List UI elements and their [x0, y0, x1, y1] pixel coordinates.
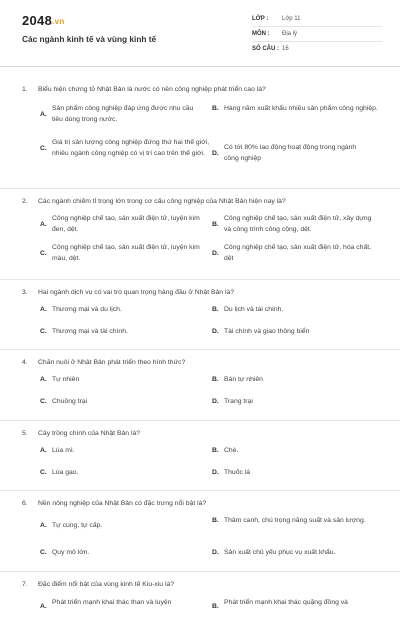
meta-value: Lớp 11	[282, 16, 301, 22]
question-number: 2.	[22, 198, 28, 205]
option-letter: D.	[212, 328, 219, 335]
question-item	[0, 491, 400, 572]
option-c[interactable]	[40, 326, 202, 337]
option-c[interactable]	[40, 137, 212, 159]
question-item	[0, 350, 400, 421]
option-letter: A.	[40, 603, 47, 610]
option-a[interactable]	[40, 445, 202, 456]
option-letter: C.	[40, 328, 47, 335]
option-text: Lúa mì.	[52, 447, 75, 454]
question-item	[0, 421, 400, 491]
option-b[interactable]	[212, 515, 380, 526]
question-number: 4.	[22, 359, 28, 366]
option-b[interactable]	[212, 103, 380, 114]
option-text: Chuồng trại	[52, 398, 88, 405]
option-text: Công nghiệp chế tạo, sản xuất điện tử, xây dựng và công trình công cộng, dệt.	[224, 215, 372, 233]
question-list	[0, 76, 400, 622]
question-item	[0, 280, 400, 350]
meta-row-class	[252, 12, 382, 27]
question-stem: Hai ngành dịch vụ có vai trò quan trọng hàng đầu ở Nhật Bản là?	[38, 289, 235, 296]
option-d[interactable]	[212, 547, 380, 558]
meta-label: SỐ CÂU :	[252, 46, 279, 52]
option-text: Sản phẩm công nghiệp đáp ứng được nhu cầu tiêu dùng trong nước.	[52, 105, 194, 123]
question-text	[22, 198, 286, 205]
question-stem: Đặc điểm nổi bật của vùng kinh tế Kiu-xiu là?	[38, 581, 175, 588]
question-stem: Cây trồng chính của Nhật Bản là?	[38, 430, 141, 437]
option-letter: B.	[212, 220, 219, 228]
option-c[interactable]	[40, 547, 202, 558]
option-letter: D.	[212, 469, 219, 476]
option-text: Thâm canh, chú trọng năng suất và sản lượng.	[224, 517, 366, 524]
option-letter: B.	[212, 105, 219, 112]
option-text: Bán tự nhiên	[224, 376, 263, 383]
option-d[interactable]	[212, 396, 380, 407]
question-text	[22, 359, 185, 366]
option-text: Trang trại	[224, 398, 253, 405]
option-letter: A.	[40, 110, 47, 118]
option-letter: C.	[40, 249, 47, 257]
option-text: Tự cung, tự cấp.	[52, 522, 103, 529]
option-d[interactable]	[212, 142, 372, 164]
question-number: 5.	[22, 430, 28, 437]
meta-label: MÔN :	[252, 31, 270, 37]
option-letter: A.	[40, 447, 47, 454]
question-stem: Các ngành chiếm tỉ trọng lớn trong cơ cấu công nghiệp của Nhật Bản hiện nay là?	[38, 198, 286, 205]
option-c[interactable]	[40, 396, 202, 407]
question-item	[0, 572, 400, 622]
option-text: Chè.	[224, 447, 239, 454]
option-text: Tài chính và giao thông biển	[224, 328, 310, 335]
option-letter: B.	[212, 447, 219, 454]
option-letter: C.	[40, 144, 47, 152]
option-a[interactable]	[40, 597, 202, 610]
option-text: Thương mại và du lịch.	[52, 306, 122, 313]
page-title: Các ngành kinh tế và vùng kinh tế	[22, 34, 157, 44]
question-text	[22, 430, 140, 437]
meta-row-subject	[252, 27, 382, 42]
option-letter: B.	[212, 376, 219, 383]
logo-number: 2048	[22, 13, 53, 28]
option-a[interactable]	[40, 103, 202, 125]
option-letter: C.	[40, 549, 47, 556]
site-logo[interactable]	[22, 13, 65, 28]
question-number: 6.	[22, 500, 28, 507]
option-d[interactable]	[212, 326, 380, 337]
option-letter: C.	[40, 469, 47, 476]
question-item	[0, 76, 400, 189]
question-text	[22, 500, 206, 507]
question-number: 7.	[22, 581, 28, 588]
option-letter: D.	[212, 249, 219, 257]
option-b[interactable]	[212, 374, 380, 385]
question-text	[22, 581, 174, 588]
question-text	[22, 289, 234, 296]
option-text: Sản xuất chủ yếu phục vụ xuất khẩu.	[224, 549, 336, 556]
question-stem: Nền nông nghiệp của Nhật Bản có đặc trưng nổi bật là?	[38, 500, 207, 507]
option-letter: D.	[212, 398, 219, 405]
option-letter: D.	[212, 549, 219, 556]
option-c[interactable]	[40, 242, 202, 264]
option-text: Hàng năm xuất khẩu nhiều sản phẩm công nghiệp.	[224, 105, 378, 112]
question-text	[22, 86, 266, 93]
meta-table	[252, 12, 382, 56]
option-text: Công nghiệp chế tạo, sản xuất điện tử, luyện kim đen, dệt.	[52, 215, 200, 233]
option-text: Phát triển mạnh khai thác quặng đồng và	[224, 599, 348, 606]
option-text: Lúa gạo.	[52, 469, 79, 476]
option-text: Thương mại và tài chính.	[52, 328, 128, 335]
question-number: 3.	[22, 289, 28, 296]
meta-row-count	[252, 42, 382, 56]
option-d[interactable]	[212, 467, 380, 478]
meta-value: 16	[282, 46, 289, 52]
option-text: Có tới 80% lao động hoạt động trong ngành công nghiệp	[224, 144, 357, 162]
option-text: Thuốc lá	[224, 469, 251, 476]
option-letter: A.	[40, 220, 47, 228]
option-letter: B.	[212, 306, 219, 313]
option-d[interactable]	[212, 242, 380, 264]
option-text: Tự nhiên	[52, 376, 80, 383]
question-stem: Biểu hiện chứng tỏ Nhật Bản là nước có nền công nghiệp phát triển cao là?	[38, 86, 266, 93]
option-letter: A.	[40, 376, 47, 383]
option-letter: A.	[40, 306, 47, 313]
option-text: Công nghiệp chế tạo, sản xuất điện tử, luyện kim màu, dệt.	[52, 244, 200, 262]
logo-suffix: .vn	[52, 17, 65, 26]
option-b[interactable]	[212, 213, 380, 235]
option-c[interactable]	[40, 467, 202, 478]
option-text: Phát triển mạnh khai thác than và luyện	[52, 599, 172, 606]
page-header	[0, 0, 400, 67]
meta-value: Địa lý	[282, 31, 298, 37]
option-letter: D.	[212, 149, 219, 157]
option-letter: B.	[212, 517, 219, 524]
option-letter: C.	[40, 398, 47, 405]
option-text: Công nghiệp chế tạo, sản xuất điện tử, hóa chất, dệt	[224, 244, 372, 262]
option-letter: A.	[40, 522, 47, 529]
option-text: Quy mô lớn.	[52, 549, 90, 556]
option-a[interactable]	[40, 304, 202, 315]
option-b[interactable]	[212, 597, 380, 610]
option-b[interactable]	[212, 445, 380, 456]
option-text: Du lịch và tài chính.	[224, 306, 284, 313]
question-item	[0, 189, 400, 280]
option-a[interactable]	[40, 374, 202, 385]
option-b[interactable]	[212, 304, 380, 315]
question-stem: Chăn nuôi ở Nhật Bản phát triển theo hình thức?	[38, 359, 186, 366]
option-a[interactable]	[40, 213, 202, 235]
option-letter: B.	[212, 603, 219, 610]
option-text: Giá trị sản lượng công nghiệp đứng thứ hai thế giới, nhiều ngành công nghiệp có vị trí cao trên thế giới.	[52, 139, 210, 157]
meta-label: LỚP :	[252, 16, 269, 22]
question-number: 1.	[22, 86, 28, 93]
option-a[interactable]	[40, 520, 202, 531]
